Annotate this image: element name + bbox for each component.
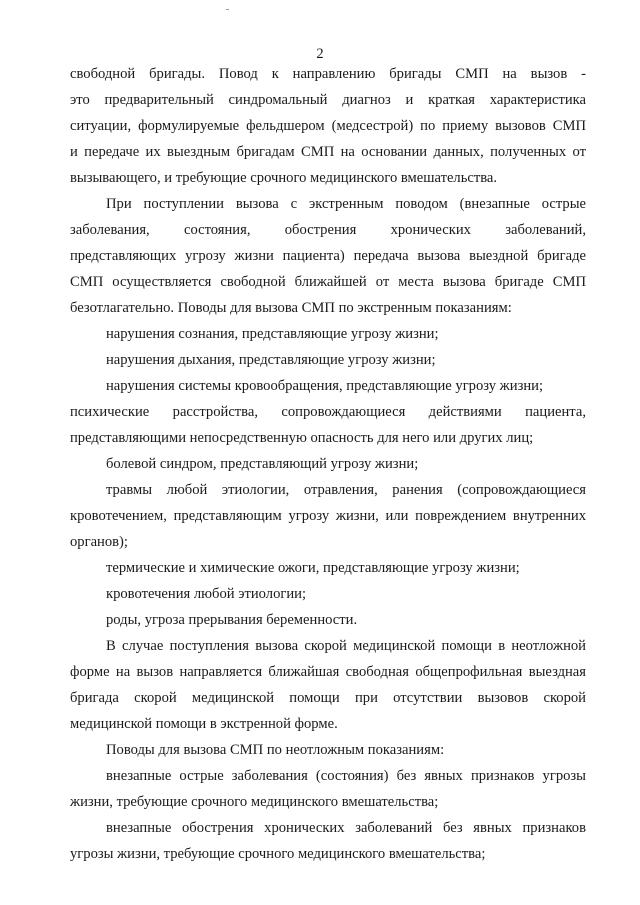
text-line: представляющими непосредственную опасность для него или других лиц; (70, 430, 534, 446)
list-item: болевой синдром, представляющий угрозу жизни; (106, 456, 419, 472)
text-line: ситуации, формулируемые фельдшером (медсестрой) по приему вызовов СМП (70, 118, 586, 134)
text-line: СМП осуществляется свободной ближайшей от места вызова бригаде СМП (70, 274, 586, 290)
text-line: Поводы для вызова СМП по неотложным показаниям: (106, 742, 445, 758)
list-item: травмы любой этиологии, отравления, ранения (сопровождающиеся (106, 482, 586, 498)
list-item: нарушения системы кровообращения, представляющие угрозу жизни; (106, 378, 544, 394)
text-line: вызывающего, и требующие срочного медицинского вмешательства. (70, 170, 498, 186)
text-line: угрозы жизни, требующие срочного медицинского вмешательства; (70, 846, 486, 862)
text-line: органов); (70, 534, 128, 550)
text-line: жизни, требующие срочного медицинского вмешательства; (70, 794, 439, 810)
list-item: роды, угроза прерывания беременности. (106, 612, 358, 628)
list-item: кровотечения любой этиологии; (106, 586, 307, 602)
text-line: представляющих угрозу жизни пациента) передача вызова выездной бригаде (70, 248, 586, 264)
text-line: безотлагательно. Поводы для вызова СМП по экстренным показаниям: (70, 300, 512, 316)
list-item: нарушения сознания, представляющие угрозу жизни; (106, 326, 439, 342)
text-line: свободной бригады. Повод к направлению бригады СМП на вызов - (70, 66, 586, 82)
text-line: форме на вызов направляется ближайшая свободная общепрофильная выездная (70, 664, 586, 680)
text-line: заболевания, состояния, обострения хронических заболеваний, (70, 222, 586, 238)
list-item: внезапные острые заболевания (состояния) без явных признаков угрозы (106, 768, 586, 784)
list-item: психические расстройства, сопровождающиеся действиями пациента, (70, 404, 586, 420)
text-line: кровотечением, представляющим угрозу жизни, или повреждением внутренних (70, 508, 586, 524)
text-line: бригада скорой медицинской помощи при отсутствии вызовов скорой (70, 690, 586, 706)
list-item: нарушения дыхания, представляющие угрозу жизни; (106, 352, 436, 368)
text-line: это предварительный синдромальный диагноз и краткая характеристика (70, 92, 586, 108)
text-line: При поступлении вызова с экстренным поводом (внезапные острые (106, 196, 586, 212)
text-line: медицинской помощи в экстренной форме. (70, 716, 338, 732)
list-item: термические и химические ожоги, представляющие угрозу жизни; (106, 560, 520, 576)
text-line: и передаче их выездным бригадам СМП на основании данных, полученных от (70, 144, 586, 160)
page-number: 2 (316, 46, 324, 62)
list-item: внезапные обострения хронических заболеваний без явных признаков (106, 820, 586, 836)
scan-artifact (226, 9, 229, 10)
text-line: В случае поступления вызова скорой медицинской помощи в неотложной (106, 638, 586, 654)
